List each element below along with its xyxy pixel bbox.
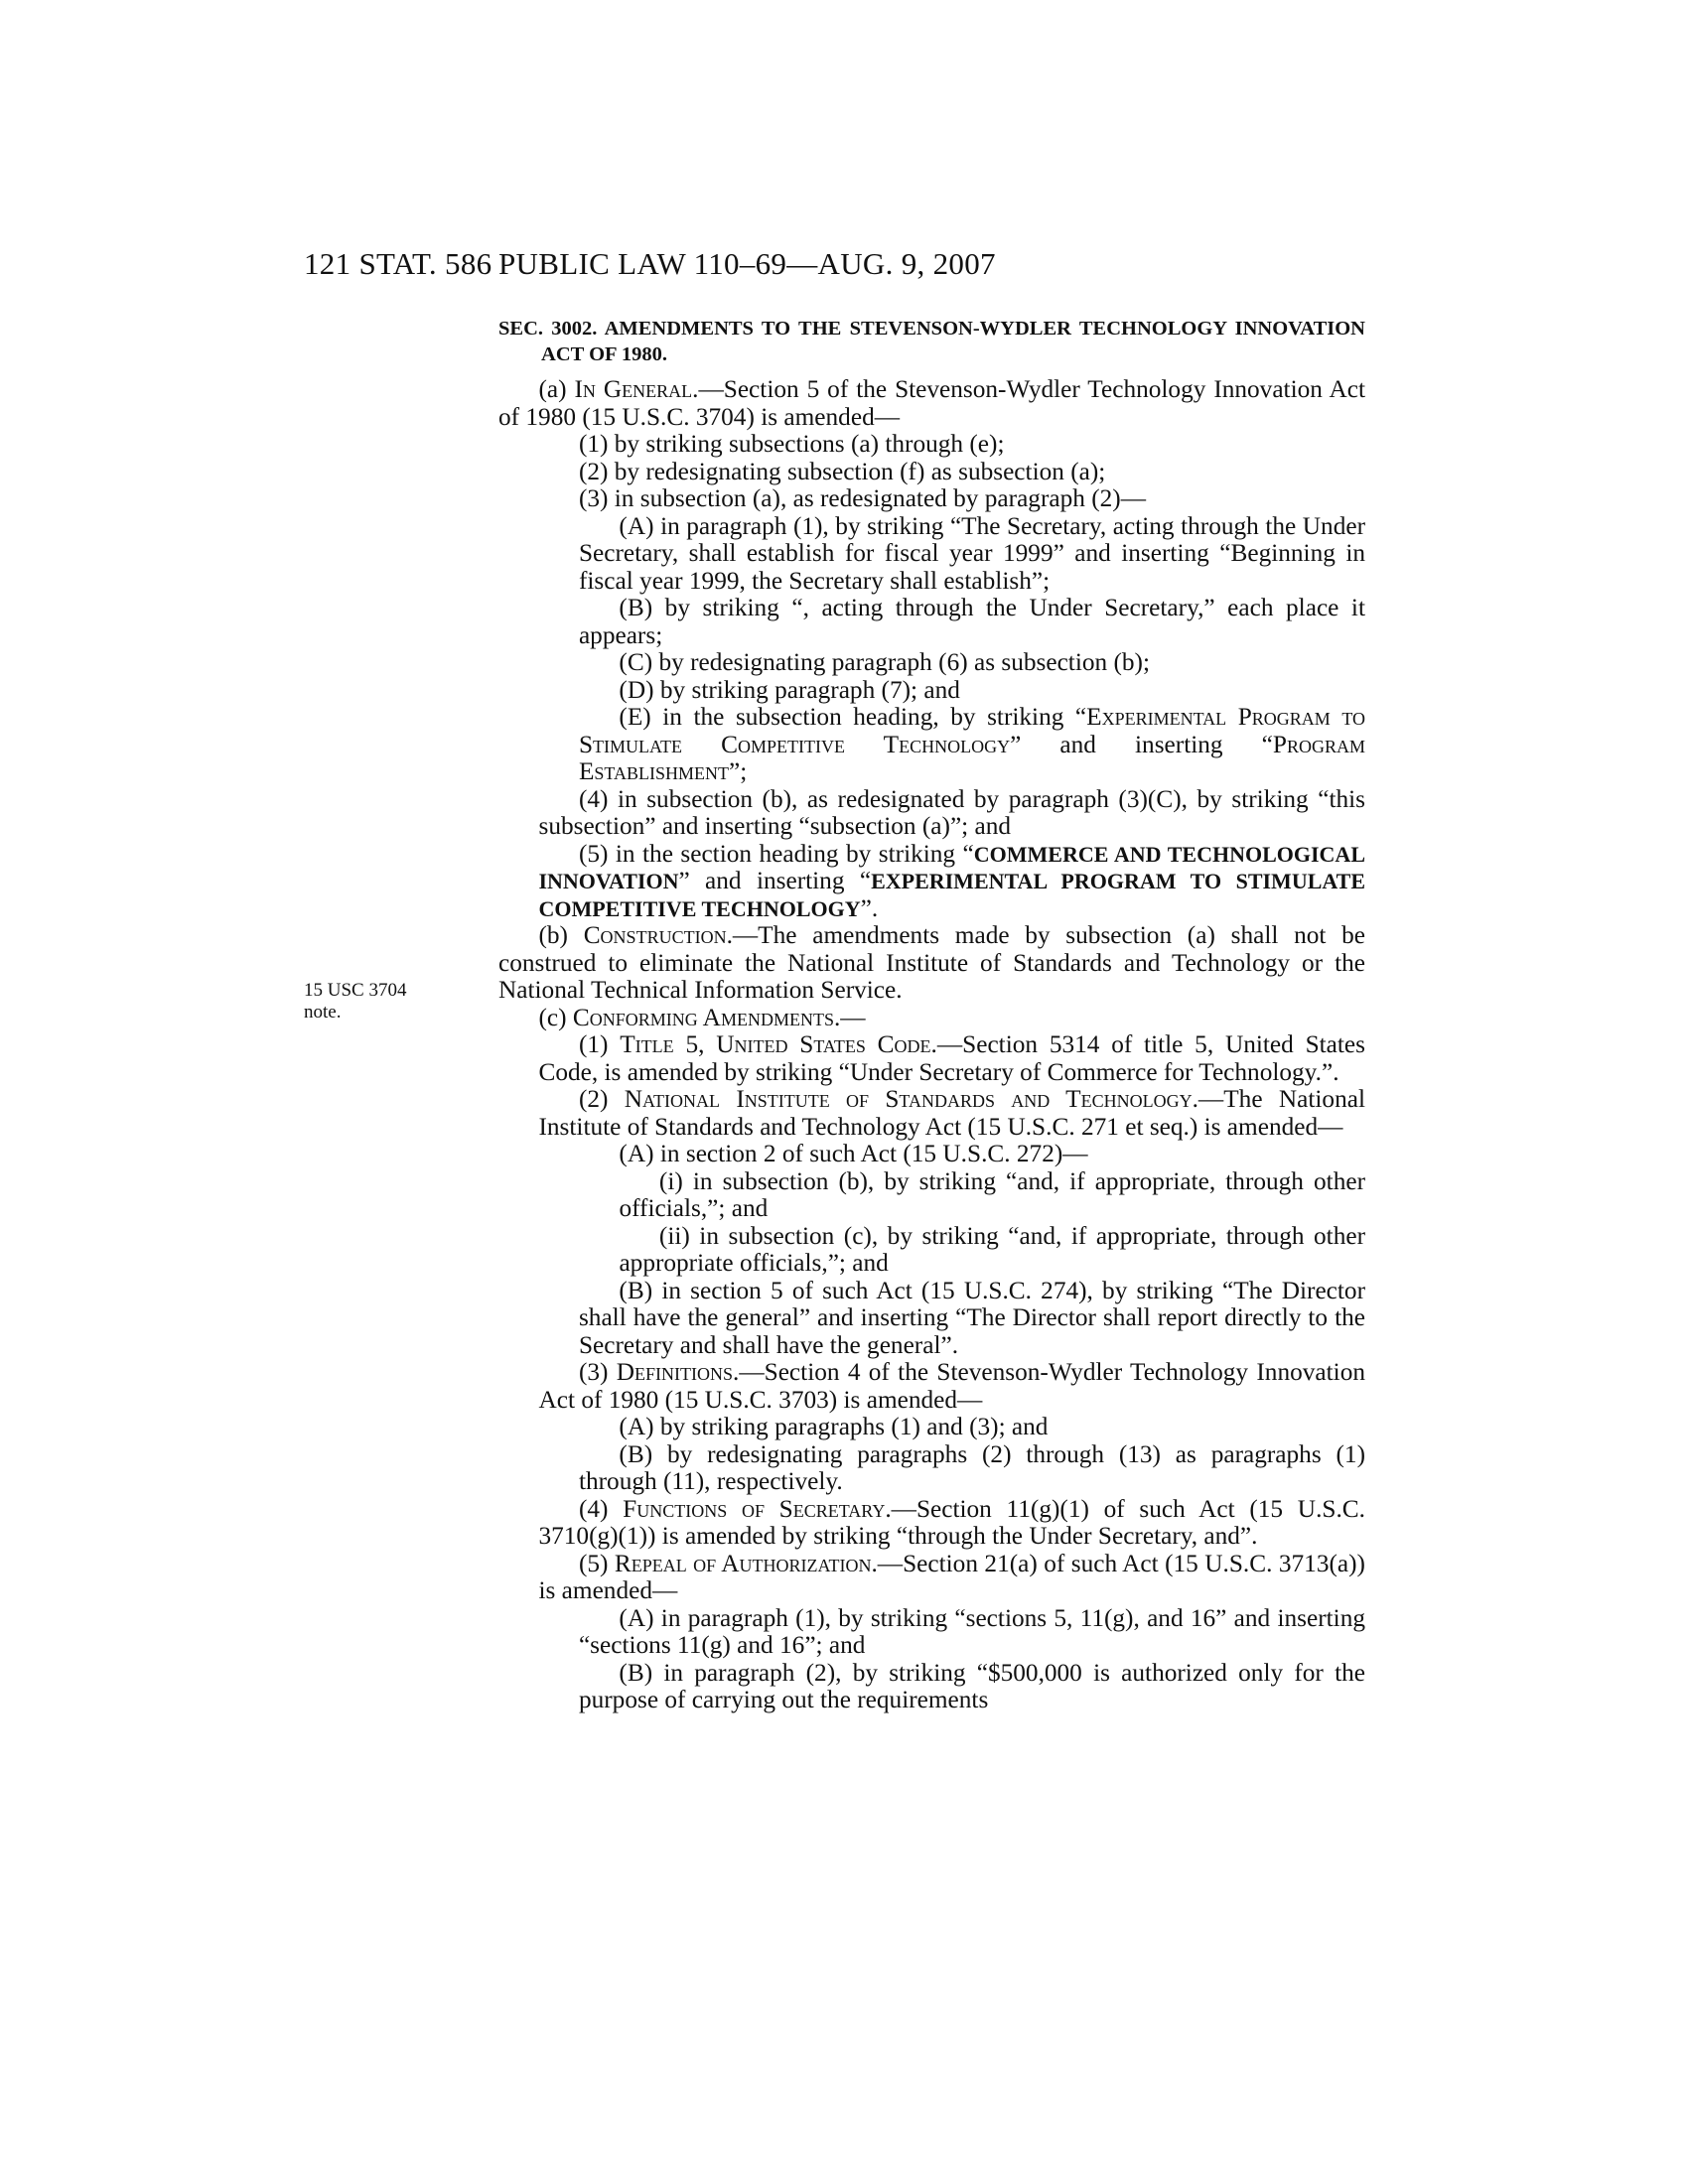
paragraph-caption: Definitions <box>616 1358 734 1386</box>
paragraph-label: (2) <box>578 1085 625 1113</box>
paragraph-a-5 <box>498 841 1365 923</box>
paragraph-c-2-B: (B) in section 5 of such Act (15 U.S.C. 274), by striking “The Director shall have the general” and inserting “The Director shall report directly to the Secretary and shall have the general”. <box>578 1276 1365 1359</box>
statute-page-number: 121 STAT. 586 <box>304 246 492 281</box>
paragraph-label: (4) <box>578 1494 624 1523</box>
paragraph-label: (5) <box>578 1549 615 1577</box>
subsection-b <box>498 922 1365 1005</box>
paragraph-c-2 <box>498 1086 1365 1141</box>
subsection-b-label: (b) <box>538 921 584 949</box>
paragraph-text: .—The National Institute of Standards and Technology Act (15 U.S.C. 271 et seq.) is amended— <box>538 1085 1365 1141</box>
paragraph-a-2: (2) by redesignating subsection (f) as subsection (a); <box>578 457 1106 485</box>
paragraph-a-3-B: (B) by striking “, acting through the Under Secretary,” each place it appears; <box>578 594 1365 649</box>
text-run: (E) in the subsection heading, by striking “ <box>619 703 1087 731</box>
struck-heading: Experimental Program to Stimulate Competitive Technology <box>578 703 1365 758</box>
paragraph-c-3 <box>498 1359 1365 1414</box>
paragraph-a-3-A: (A) in paragraph (1), by striking “The Secretary, acting through the Under Secretary, shall establish for fiscal year 1999” and inserting “Beginning in fiscal year 1999, the Secretary shall establish”; <box>578 511 1365 595</box>
struck-section-heading: COMMERCE AND TECHNOLOGICAL INNOVATION <box>538 841 1365 893</box>
paragraph-c-3-A: (A) by striking paragraphs (1) and (3); and <box>619 1413 1049 1440</box>
paragraph-a-3-D: (D) by striking paragraph (7); and <box>619 675 960 704</box>
document-body <box>498 316 1365 1714</box>
paragraph-c-3-B: (B) by redesignating paragraphs (2) through (13) as paragraphs (1) through (11), respectively. <box>578 1439 1365 1495</box>
inserted-section-heading: EXPERIMENTAL PROGRAM TO STIMULATE COMPETITIVE TECHNOLOGY <box>538 869 1365 921</box>
text-run: ” and inserting “ <box>1010 730 1273 758</box>
text-run: ”. <box>860 893 879 922</box>
paragraph-caption: National Institute of Standards and Technology <box>624 1085 1193 1113</box>
subsection-a-label: (a) <box>538 375 575 403</box>
subsection-c-label: (c) <box>538 1003 573 1031</box>
subsection-a-caption: In General <box>574 375 693 403</box>
paragraph-text: .—Section 11(g)(1) of such Act (15 U.S.C. 3710(g)(1)) is amended by striking “through the Under Secretary, and”. <box>538 1494 1365 1550</box>
paragraph-a-4: (4) in subsection (b), as redesignated by paragraph (3)(C), by striking “this subsection” and inserting “subsection (a)”; and <box>538 784 1365 840</box>
margin-note-citation: 15 USC 3704 <box>304 980 407 1001</box>
inserted-heading: Program Establishment <box>578 730 1365 785</box>
paragraph-text: .—Section 5314 of title 5, United States Code, is amended by striking “Under Secretary of Commerce for Technology.”. <box>538 1030 1366 1086</box>
paragraph-a-3-C: (C) by redesignating paragraph (6) as subsection (b); <box>619 648 1151 676</box>
section-heading: SEC. 3002. AMENDMENTS TO THE STEVENSON-WYDLER TECHNOLOGY INNOVATION ACT OF 1980. <box>498 318 1365 365</box>
paragraph-c-4 <box>498 1496 1365 1551</box>
paragraph-a-3: (3) in subsection (a), as redesignated by paragraph (2)— <box>578 484 1147 512</box>
paragraph-caption: Functions of Secretary <box>623 1494 886 1523</box>
paragraph-c-2-A: (A) in section 2 of such Act (15 U.S.C. 272)— <box>619 1140 1088 1167</box>
public-law-citation: PUBLIC LAW 110–69—AUG. 9, 2007 <box>498 246 996 281</box>
subsection-b-text: .—The amendments made by subsection (a) shall not be construed to eliminate the National Institute of Standards and Technology or the National Technical Information Service. <box>498 921 1366 1004</box>
paragraph-c-5 <box>498 1551 1365 1605</box>
paragraph-c-5-A: (A) in paragraph (1), by striking “sections 5, 11(g), and 16” and inserting “sections 11(g) and 16”; and <box>578 1603 1365 1659</box>
paragraph-c-2-A-i: (i) in subsection (b), by striking “and, if appropriate, through other officials,”; and <box>619 1166 1365 1222</box>
running-header <box>0 246 1688 286</box>
text-run: (5) in the section heading by striking “ <box>578 839 974 868</box>
paragraph-c-1 <box>498 1031 1365 1086</box>
paragraph-a-3-E <box>498 704 1365 786</box>
subsection-c <box>498 1005 1365 1032</box>
subsection-b-caption: Construction <box>583 921 727 949</box>
paragraph-caption: Repeal of Authorization <box>614 1549 872 1577</box>
margin-note <box>304 980 406 1024</box>
subsection-a-text: .—Section 5 of the Stevenson-Wydler Technology Innovation Act of 1980 (15 U.S.C. 3704) is amended— <box>498 375 1365 431</box>
paragraph-c-2-A-ii: (ii) in subsection (c), by striking “and, if appropriate, through other appropriate officials,”; and <box>619 1221 1365 1277</box>
paragraph-text: .—Section 4 of the Stevenson-Wydler Technology Innovation Act of 1980 (15 U.S.C. 3703) is amended— <box>538 1358 1365 1414</box>
paragraph-label: (3) <box>578 1358 617 1386</box>
paragraph-text: .—Section 21(a) of such Act (15 U.S.C. 3713(a)) is amended— <box>538 1549 1365 1604</box>
paragraph-label: (1) <box>578 1030 621 1058</box>
margin-note-suffix: note. <box>304 1002 342 1023</box>
paragraph-caption: Title 5, United States Code <box>620 1030 931 1058</box>
text-run: ” and inserting “ <box>678 867 872 894</box>
subsection-a <box>498 376 1365 431</box>
subsection-c-caption: Conforming Amendments <box>572 1003 834 1031</box>
text-run: ”; <box>728 757 748 785</box>
paragraph-a-1: (1) by striking subsections (a) through (e); <box>578 430 1005 458</box>
paragraph-c-5-B: (B) in paragraph (2), by striking “$500,000 is authorized only for the purpose of carrying out the requirements <box>578 1658 1365 1713</box>
subsection-c-text: .— <box>833 1003 866 1031</box>
